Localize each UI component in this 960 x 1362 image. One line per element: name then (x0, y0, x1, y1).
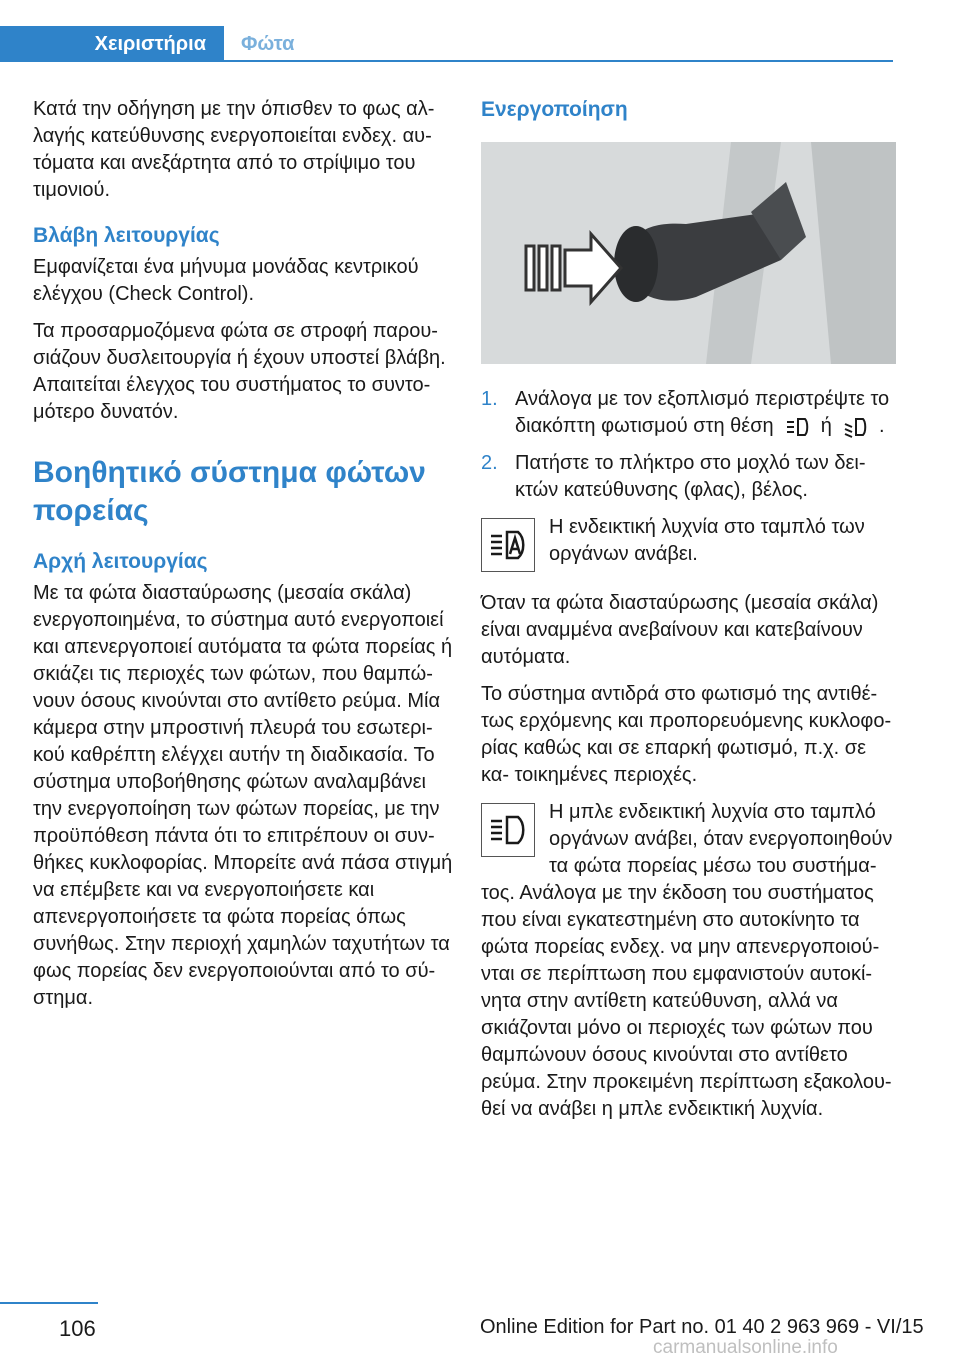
blue-indicator-block (481, 799, 899, 1133)
page-number: 106 (59, 1316, 96, 1341)
indicator-text: Η ενδεικτική λυχνία στο ταμπλό των οργάνων ανάβει. (549, 516, 865, 565)
activation-heading: Ενεργοποίηση (481, 98, 628, 121)
right-column (481, 96, 899, 1133)
step-1-text: Ανάλογα με τον εξοπλισμό περιστρέψτε το διακόπτη φωτισμού στη θέση (515, 388, 890, 437)
auto-headlight-icon (785, 416, 809, 438)
reacts-paragraph: Το σύστημα αντιδρά στο φωτισμό της αντιθέ- τως ερχόμενης και προπορευόμενης κυκλοφο- ρίας καθώς και σε επαρκή φωτισμό, π.χ. σε κα- τοικημένες περιοχές. (481, 683, 892, 786)
fault-paragraph-2: Τα προσαρμοζόμενα φώτα σε στροφή παρου- σιάζουν δυσλειτουργία ή έχουν υποστεί βλάβη. Απαιτείται έλεγχος του συστήματος το συντο- μότερο δυνατόν. (33, 320, 446, 423)
step-1-end: . (879, 415, 885, 437)
blue-indicator-text: Η μπλε ενδεικτική λυχνία στο ταμπλό οργάνων ανάβει, όταν ενεργοποιηθούν τα φώτα πορείας μέσω του συστήμα- τος. Ανάλογα με την έκδοση του συστήματος που είναι εγκατεστημένη στο αυτοκίνητο τα φώτα πορείας ενδεχ. να μην απενεργοποιού- νται σε περίπτωση που εμφανιστούν αυτοκί- νητα στην αντίθετη κατεύθυνση, αλλά να σκιάζονται μόνο οι περιοχές των φώτων που θαμπώνουν όσους κινούνται στο αντίθετο ρεύμα. Στην προκειμένη περίπτωση εξακολου- θεί να ανάβει η μπλε ενδεικτική λυχνία. (481, 801, 893, 1120)
left-column (33, 96, 453, 1022)
section-title: Βοηθητικό σύστημα φώτων πορείας (33, 456, 426, 527)
turn-signal-stalk-photo (481, 142, 896, 364)
low-beam-icon (843, 416, 867, 438)
step-1-number: 1. (481, 388, 498, 410)
step-2-text: Πατήστε το πλήκτρο στο μοχλό των δει- κτών κατεύθυνσης (φλας), βέλος. (515, 452, 866, 501)
principle-paragraph: Με τα φώτα διασταύρωσης (μεσαία σκάλα) ενεργοποιημένα, το σύστημα αυτό ενεργοποιεί και απενεργοποιεί αυτόματα τα φώτα πορείας ή σκιάζει τις περιοχές των φώτων, που θαμπώ- νουν όσους κινούνται στο αντίθετο ρεύμα. Μία κάμερα στην μπροστινή πλευρά του εσωτερι- κού καθρέπτη ελέγχει αυτήν τη διαδικασία. Το σύστημα υποβοήθησης φώτων αναλαμβάνει την ενεργοποίηση των φώτων πορείας, με την προϋπόθεση πάντα ότι το επιτρέπουν οι συν- θήκες κυκλοφορίας. Μπορείτε ανά πάσα στιγμή να επέμβετε και να ενεργοποιήσετε και απενεργοποιήσετε τα φώτα πορείας όπως συνήθως. Στην περιοχή χαμηλών ταχυτήτων τα φως πορείας δεν ενεργοποιούνται από το σύ- στημα. (33, 582, 453, 1009)
step-1 (481, 386, 899, 440)
indicator-block (481, 514, 899, 578)
step-2-number: 2. (481, 452, 498, 474)
step-2 (481, 450, 899, 504)
footer-rule (0, 1302, 98, 1304)
fault-heading: Βλάβη λειτουργίας (33, 224, 220, 247)
tab-lights[interactable]: Φώτα (241, 32, 295, 55)
header-rule (0, 60, 893, 62)
edition-note: Online Edition for Part no. 01 40 2 963 969 - VI/15 (480, 1316, 924, 1338)
watermark: carmanualsonline.info (653, 1337, 838, 1358)
high-beam-assist-indicator-icon (481, 518, 535, 572)
step-1-or: ή (820, 415, 832, 437)
tab-controls[interactable]: Χειριστήρια (0, 26, 224, 62)
header-bar (0, 0, 893, 62)
dipped-paragraph: Όταν τα φώτα διασταύρωσης (μεσαία σκάλα) είναι αναμμένα ανεβαίνουν και κατεβαίνουν αυτόματα. (481, 592, 879, 668)
fault-paragraph-1: Εμφανίζεται ένα μήνυμα μονάδας κεντρικού ελέγχου (Check Control). (33, 256, 419, 305)
intro-paragraph: Κατά την οδήγηση με την όπισθεν το φως αλ- λαγής κατεύθυνσης ενεργοποιείται ενδεχ. αυ- τόματα και ανεξάρτητα από το στρίψιμο του τιμονιού. (33, 98, 435, 201)
principle-heading: Αρχή λειτουργίας (33, 550, 208, 573)
high-beam-indicator-icon (481, 803, 535, 857)
